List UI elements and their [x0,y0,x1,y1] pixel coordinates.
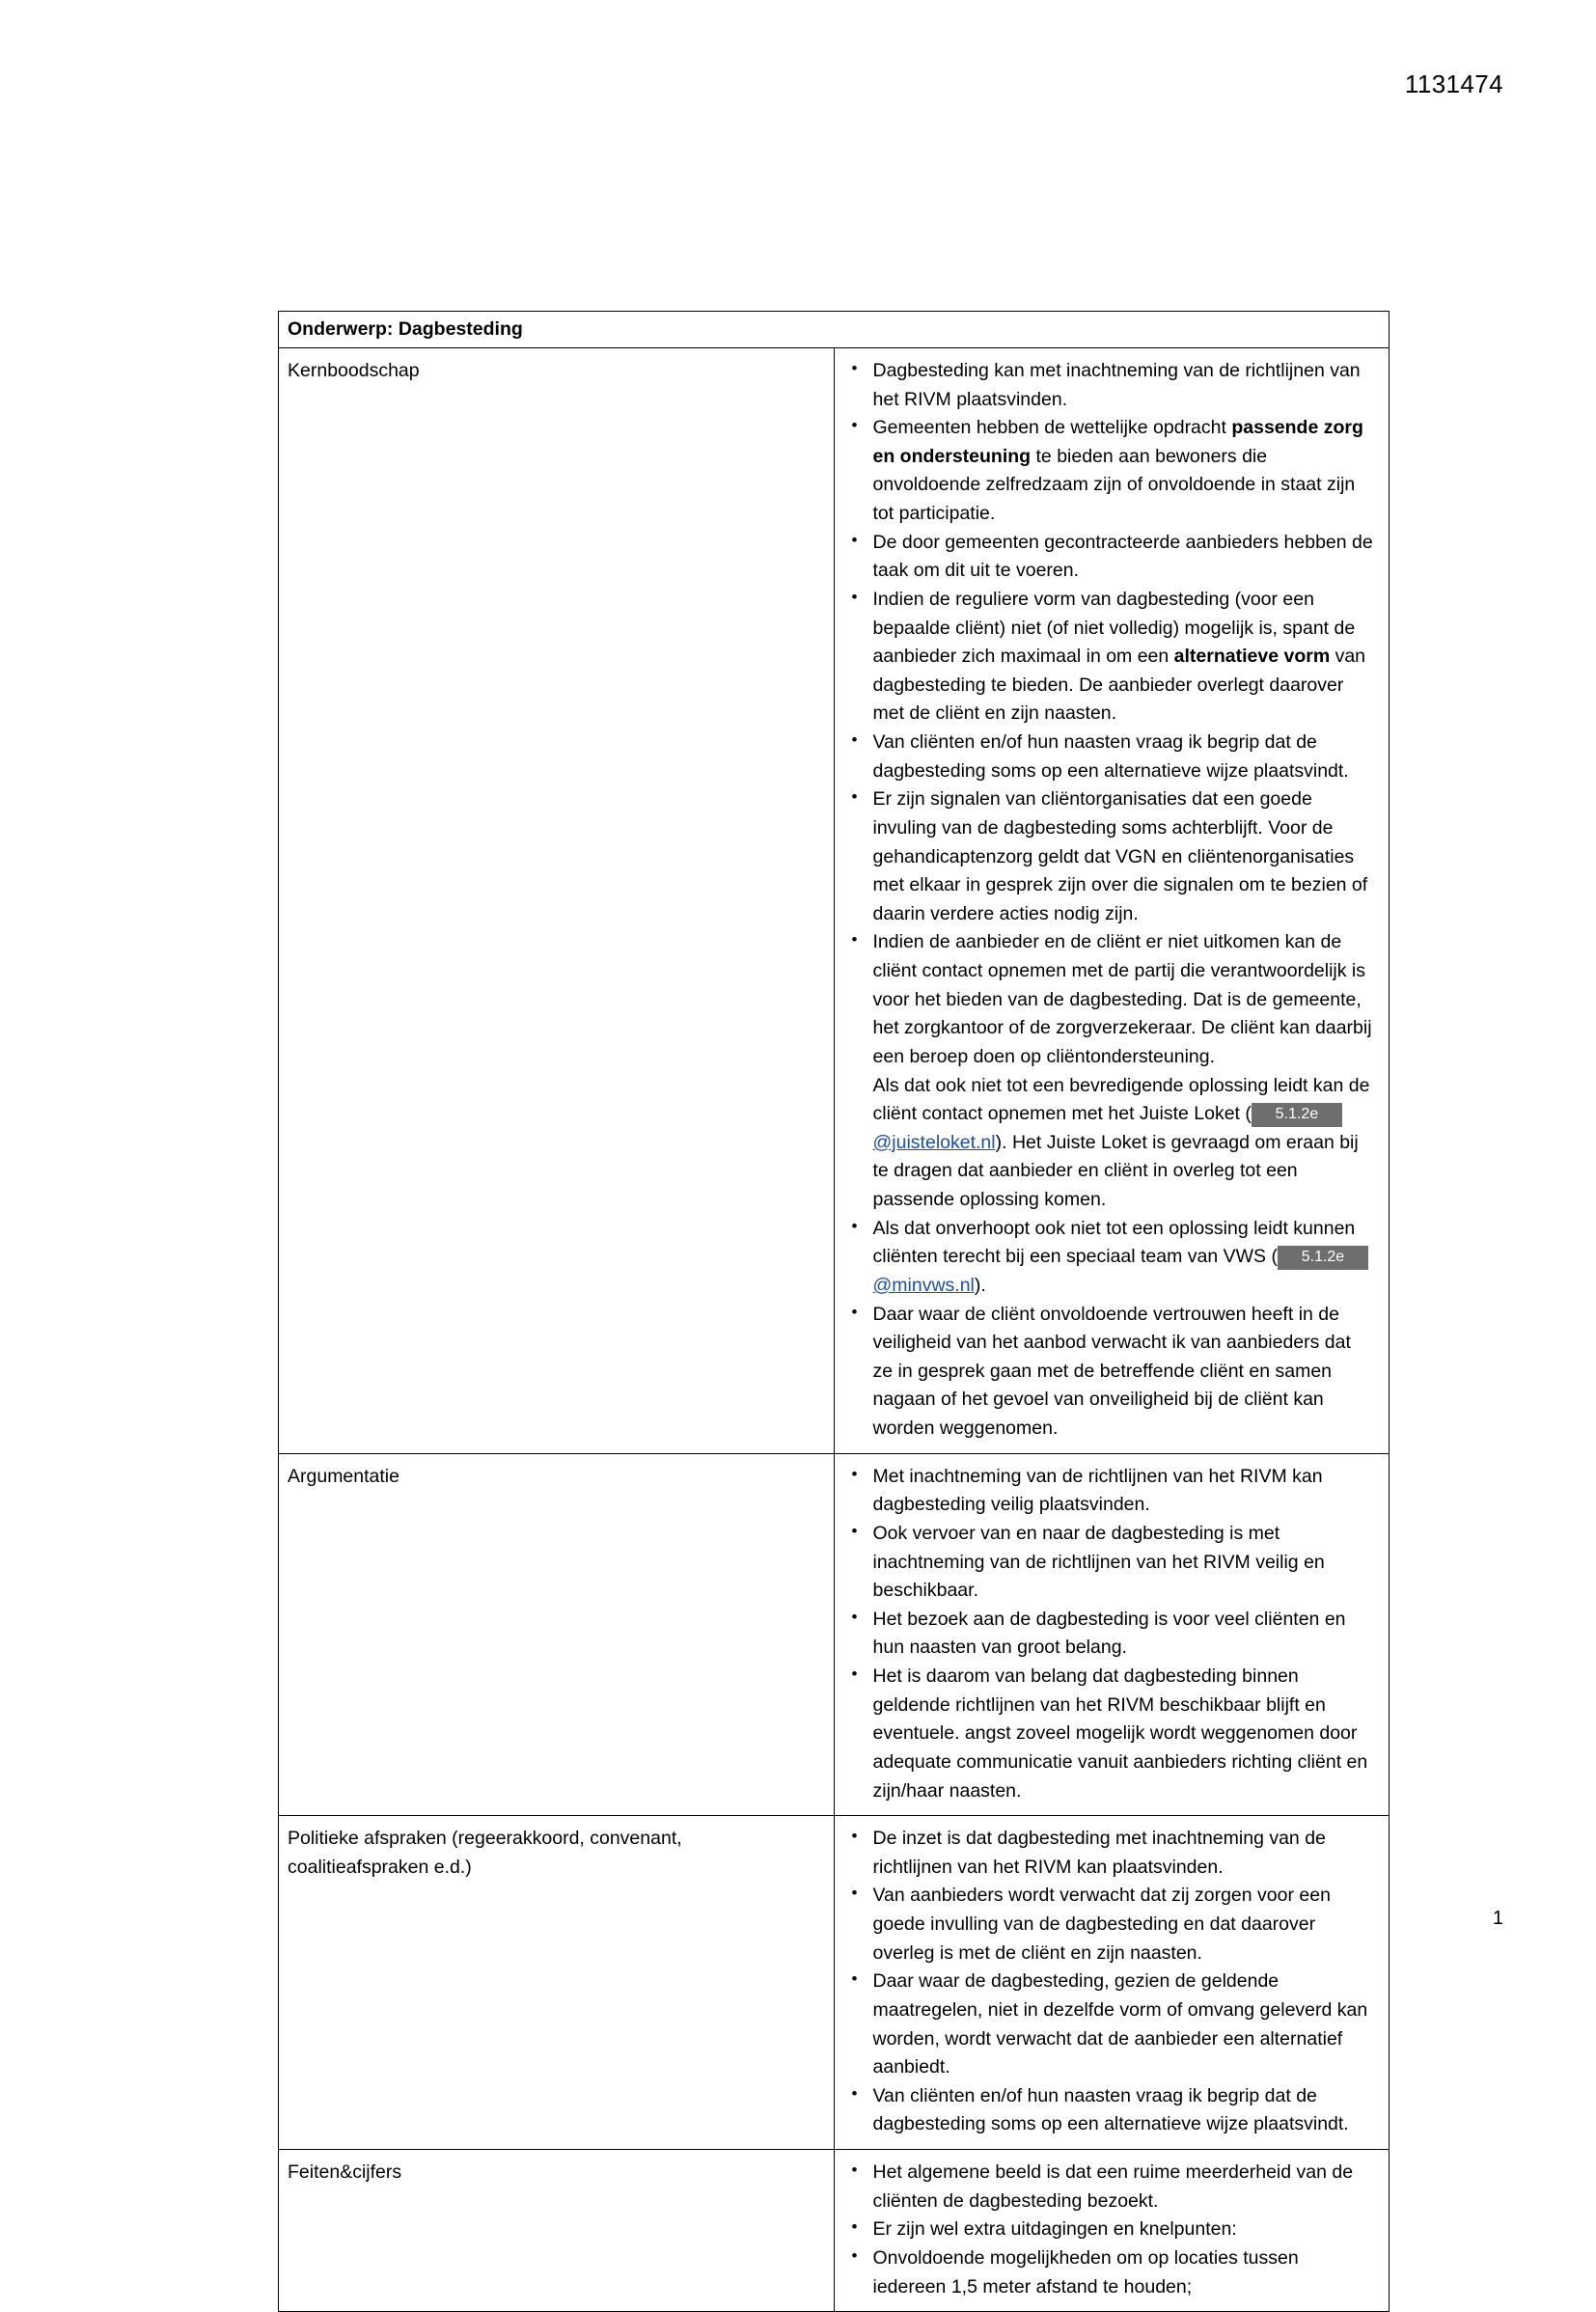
bullet-item: • Daar waar de dagbesteding, gezien de geldende maatregelen, niet in dezelfde vorm of omvang geleverd kan worden, wordt verwacht dat de aanbieder een alternatief aanbiedt. [839,1968,1374,2082]
bullet-item: • Ook vervoer van en naar de dagbesteding is met inachtneming van de richtlijnen van het RIVM veilig en beschikbaar. [839,1520,1374,1606]
page-number: 1 [1492,1908,1503,1929]
bullet-item: • Daar waar de cliënt onvoldoende vertrouwen heeft in de veiligheid van het aanbod verwacht ik van aanbieders dat ze in gesprek gaan met de betreffende cliënt en samen nagaan of het gevoel van onveiligheid bij de cliënt kan worden weggenomen. [839,1301,1374,1444]
redaction-box: 5.1.2e [1252,1103,1342,1127]
bullet-item: • Met inachtneming van de richtlijnen van het RIVM kan dagbesteding veilig plaatsvinden. [839,1463,1374,1520]
row-content-cell [834,2150,1390,2312]
bullet-list [839,2159,1374,2301]
message-table-body [279,312,1390,2312]
bullet-list [839,1825,1374,2139]
table-row [279,347,1390,1453]
bullet-list [839,357,1374,1444]
bullet-item: • Gemeenten hebben de wettelijke opdracht passende zorg en ondersteuning te bieden aan bewoners die onvoldoende zelfredzaam zijn of onvoldoende in staat zijn tot participatie. [839,414,1374,529]
bullet-item: • Er zijn signalen van cliëntorganisaties dat een goede invuling van de dagbesteding soms achterblijft. Voor de gehandicaptenzorg geldt dat VGN en cliëntenorganisaties met elkaar in gesprek zijn over die signalen om te bezien of daarin verdere acties nodig zijn. [839,785,1374,928]
bullet-item: • Het is daarom van belang dat dagbesteding binnen geldende richtlijnen van het RIVM beschikbaar blijft en eventuele. angst zoveel mogelijk wordt weggenomen door adequate communicatie vanuit aanbieders richting cliënt en zijn/haar naasten. [839,1663,1374,1805]
bullet-item: • Het algemene beeld is dat een ruime meerderheid van de cliënten de dagbesteding bezoekt. [839,2159,1374,2216]
emphasis-text: passende zorg en ondersteuning [872,417,1363,467]
row-label-cell: Kernboodschap [279,347,835,1453]
bullet-item: • Als dat onverhoopt ook niet tot een oplossing leidt kunnen cliënten terecht bij een speciaal team van VWS ( 5.1.2e@minvws.nl). [839,1215,1374,1301]
table-row [279,1816,1390,2150]
bullet-item: • De inzet is dat dagbesteding met inachtneming van de richtlijnen van het RIVM kan plaatsvinden. [839,1825,1374,1882]
bullet-item: • Er zijn wel extra uitdagingen en knelpunten: [839,2216,1374,2244]
row-label-cell: Feiten&cijfers [279,2150,835,2312]
bullet-item: • Van cliënten en/of hun naasten vraag ik begrip dat de dagbesteding soms op een alternatieve wijze plaatsvindt. [839,729,1374,785]
table-row [279,2150,1390,2312]
table-row [279,1453,1390,1816]
table-header-row [279,312,1390,348]
table-header-cell: Onderwerp: Dagbesteding [279,312,1390,348]
row-label-cell: Politieke afspraken (regeerakkoord, convenant, coalitieafspraken e.d.) [279,1816,835,2150]
row-content-cell [834,1453,1390,1816]
bullet-item: • Van aanbieders wordt verwacht dat zij zorgen voor een goede invulling van de dagbesteding en dat daarover overleg is met de cliënt en zijn naasten. [839,1882,1374,1968]
bullet-item: • Onvoldoende mogelijkheden om op locaties tussen iedereen 1,5 meter afstand te houden; [839,2244,1374,2301]
row-label-cell: Argumentatie [279,1453,835,1816]
bullet-item: • Indien de reguliere vorm van dagbesteding (voor een bepaalde cliënt) niet (of niet volledig) mogelijk is, spant de aanbieder zich maximaal in om een alternatieve vorm van dagbesteding te bieden. De aanbieder overlegt daarover met de cliënt en zijn naasten. [839,586,1374,729]
emphasis-text: alternatieve vorm [1173,646,1331,668]
bullet-item: • Indien de aanbieder en de cliënt er niet uitkomen kan de cliënt contact opnemen met de partij die verantwoordelijk is voor het bieden van de dagbesteding. Dat is de gemeente, het zorgkantoor of de zorgverzekeraar. De cliënt kan daarbij een beroep doen op cliëntondersteuning. Als dat ook niet tot een bevredigende oplossing leidt kan de cliënt contact opnemen met het Juiste Loket ( 5.1.2e@juisteloket.nl). Het Juiste Loket is gevraagd om eraan bij te dragen dat aanbieder en cliënt in overleg tot een passende oplossing komen. [839,928,1374,1214]
bullet-item: • Dagbesteding kan met inachtneming van de richtlijnen van het RIVM plaatsvinden. [839,357,1374,414]
bullet-item: • Van cliënten en/of hun naasten vraag ik begrip dat de dagbesteding soms op een alternatieve wijze plaatsvindt. [839,2082,1374,2139]
message-table [278,311,1390,2312]
email-link[interactable]: @juisteloket.nl [872,1131,996,1153]
bullet-item: • De door gemeenten gecontracteerde aanbieders hebben de taak om dit uit te voeren. [839,529,1374,586]
document-number: 1131474 [1404,69,1503,98]
row-content-cell [834,347,1390,1453]
bullet-list [839,1463,1374,1806]
redaction-box: 5.1.2e [1278,1246,1368,1270]
row-content-cell [834,1816,1390,2150]
email-link[interactable]: @minvws.nl [872,1274,975,1296]
bullet-item: • Het bezoek aan de dagbesteding is voor veel cliënten en hun naasten van groot belang. [839,1606,1374,1663]
